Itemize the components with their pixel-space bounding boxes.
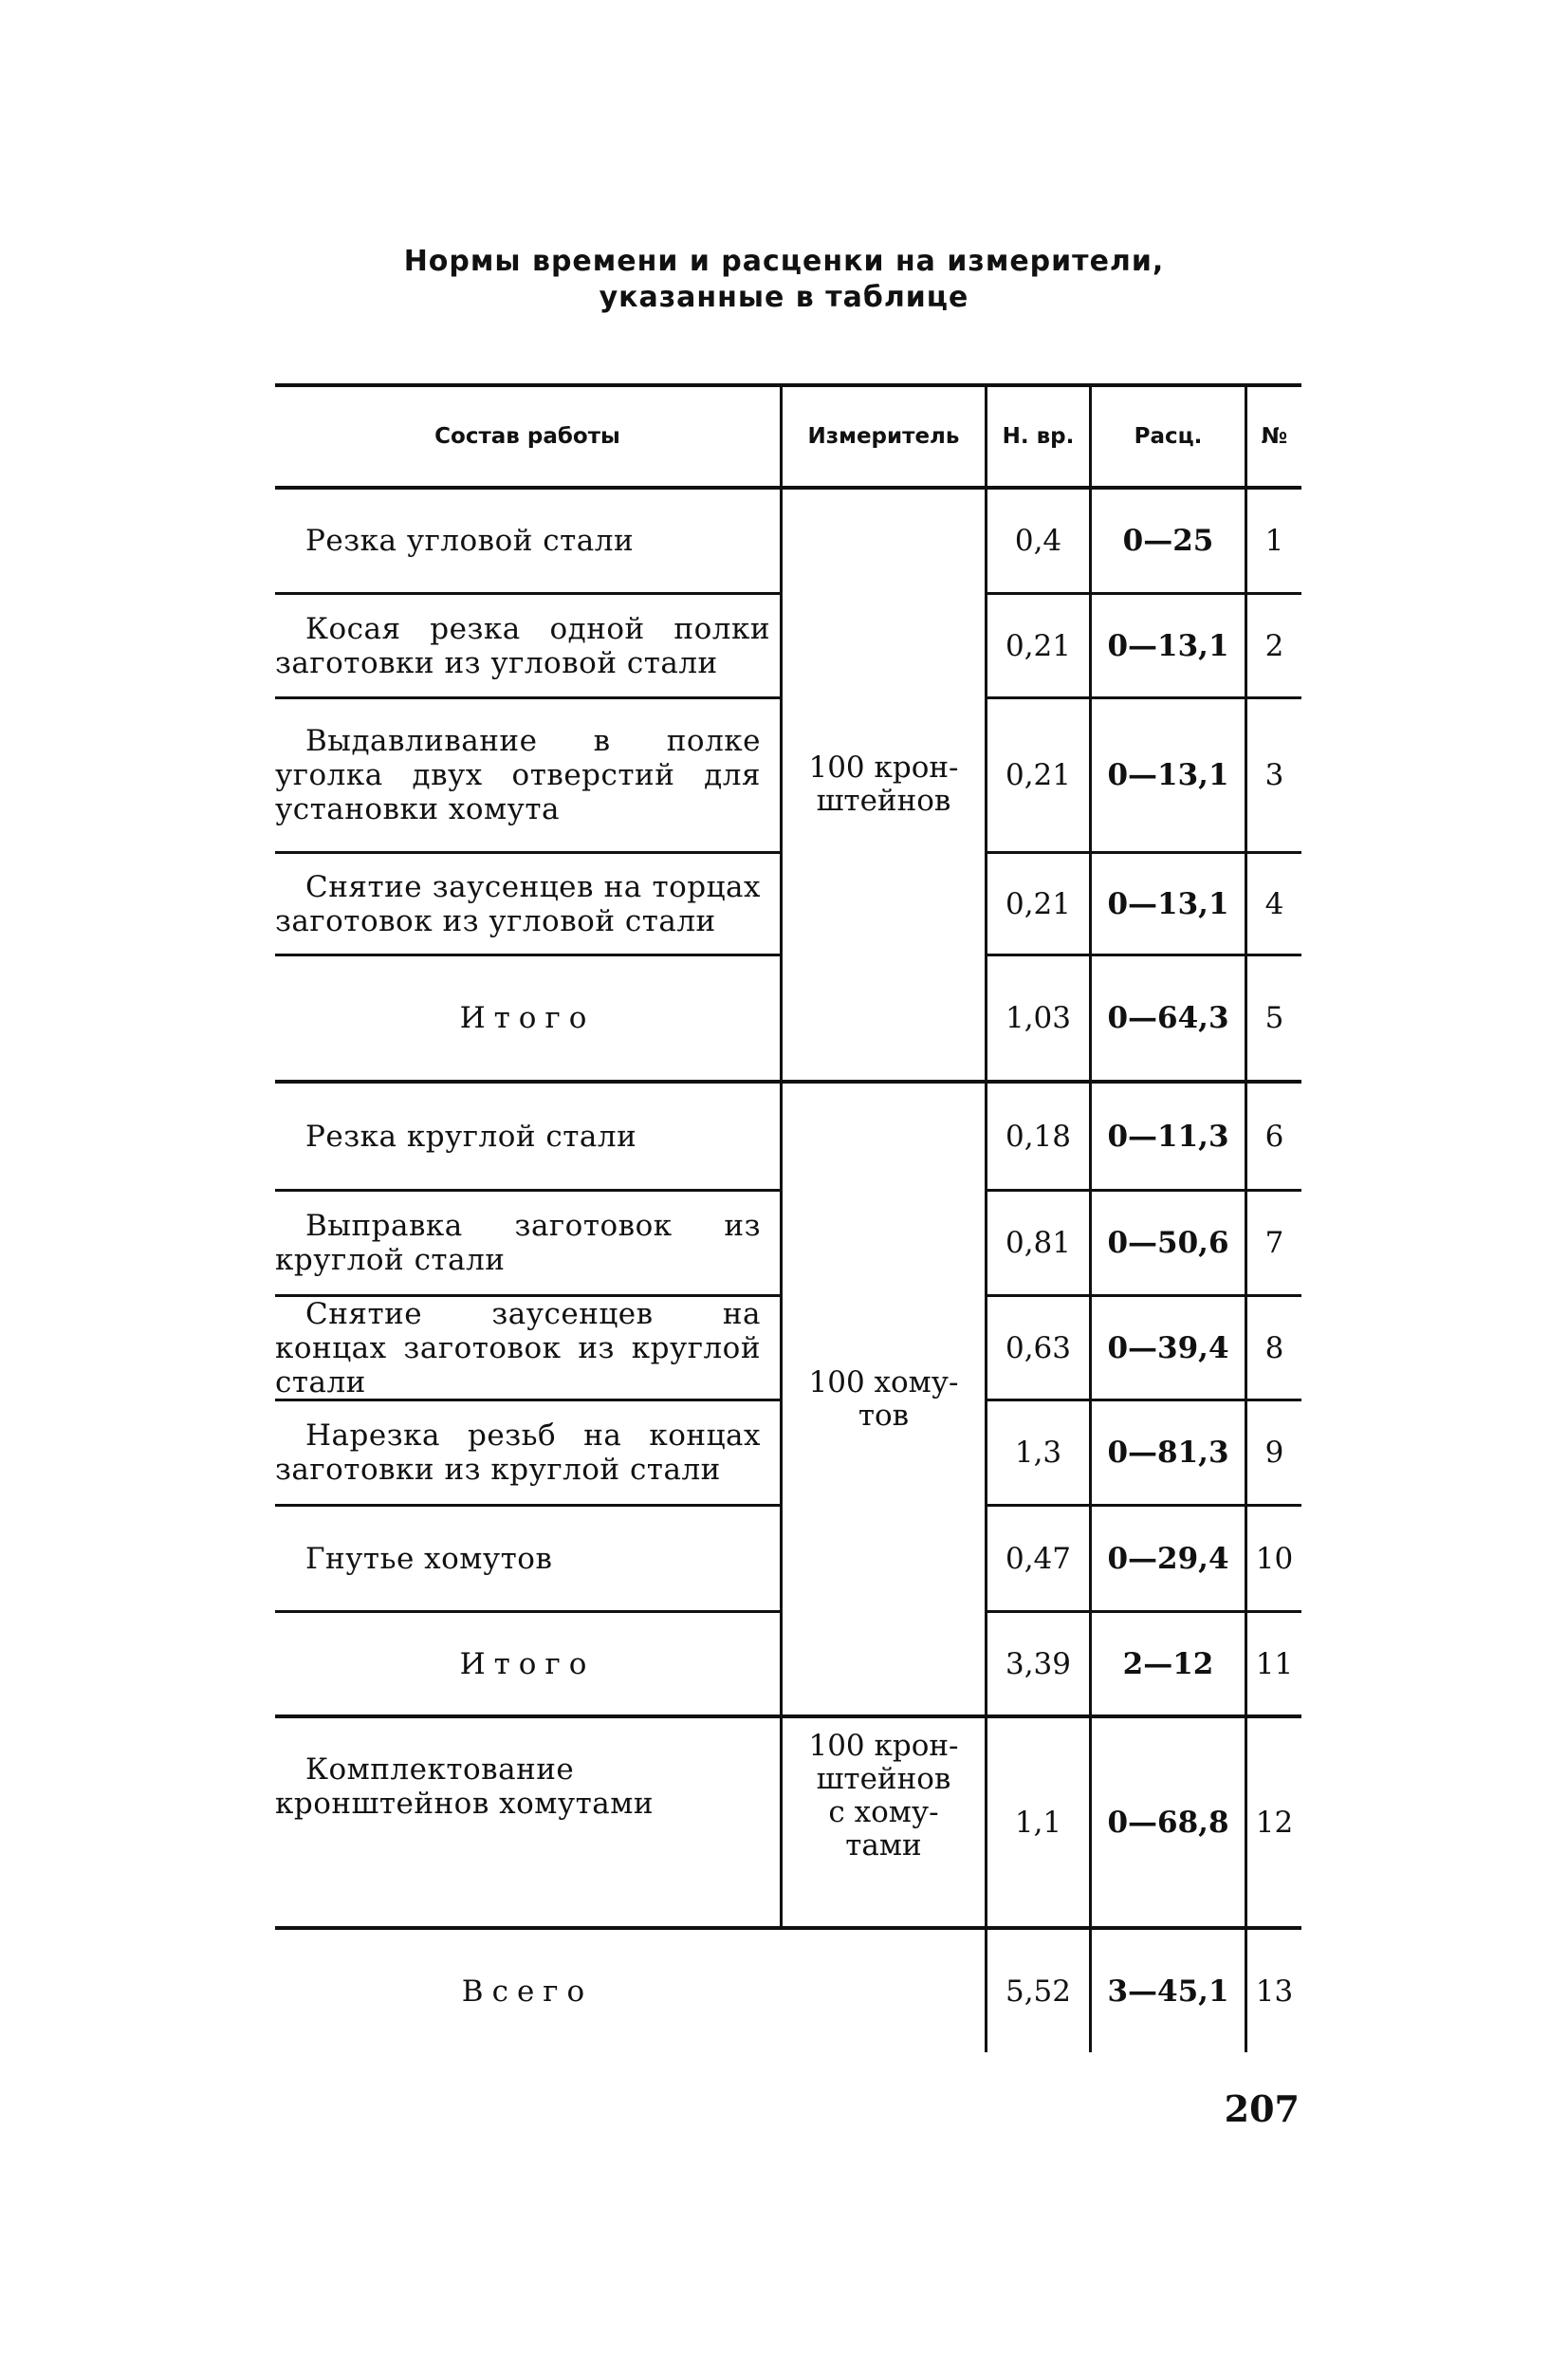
rate-cell: 0—29,4 bbox=[1107, 1541, 1229, 1576]
rate-cell: 3—45,1 bbox=[1107, 1974, 1229, 2009]
work-cell: Косая резка одной полки заготовки из угловой стали bbox=[275, 611, 770, 680]
number-cell: 12 bbox=[1255, 1805, 1294, 1840]
number-cell: 11 bbox=[1255, 1646, 1294, 1681]
time-cell: 0,21 bbox=[1005, 758, 1072, 792]
rate-cell: 0—68,8 bbox=[1107, 1805, 1229, 1840]
header-time: Н. вр. bbox=[1002, 424, 1075, 449]
number-cell: 8 bbox=[1264, 1330, 1284, 1365]
rate-cell: 0—25 bbox=[1122, 524, 1214, 558]
work-cell: Резка круглой стали bbox=[305, 1119, 637, 1154]
time-cell: 0,18 bbox=[1005, 1119, 1072, 1154]
number-cell: 2 bbox=[1264, 628, 1284, 663]
rate-cell: 0—64,3 bbox=[1107, 1001, 1229, 1035]
work-cell: Выправка заготовок из круглой стали bbox=[275, 1209, 761, 1277]
rate-cell: 0—13,1 bbox=[1107, 628, 1229, 663]
rate-cell: 0—13,1 bbox=[1107, 758, 1229, 792]
rate-cell: 0—39,4 bbox=[1107, 1330, 1229, 1365]
table-title-line-2: указанные в таблице bbox=[599, 281, 969, 314]
rate-cell: 0—50,6 bbox=[1107, 1226, 1229, 1260]
time-cell: 0,4 bbox=[1014, 524, 1062, 558]
header-work: Состав работы bbox=[434, 424, 620, 449]
work-cell: Резка угловой стали bbox=[305, 524, 635, 558]
number-cell: 13 bbox=[1255, 1974, 1294, 2009]
number-cell: 7 bbox=[1264, 1226, 1284, 1260]
time-cell: 3,39 bbox=[1005, 1646, 1072, 1681]
work-cell: Нарезка резьб на концах заготовки из круглой стали bbox=[275, 1418, 761, 1487]
time-cell: 5,52 bbox=[1005, 1974, 1072, 2009]
number-cell: 10 bbox=[1255, 1541, 1294, 1576]
number-cell: 1 bbox=[1264, 524, 1284, 558]
rate-cell: 2—12 bbox=[1122, 1646, 1214, 1681]
number-cell: 4 bbox=[1264, 886, 1284, 921]
header-no: № bbox=[1261, 424, 1288, 449]
table-title-line-1: Нормы времени и расценки на измерители, bbox=[403, 245, 1165, 278]
time-cell: 0,81 bbox=[1005, 1226, 1072, 1260]
measure-brackets-with-clamps: 100 крон- штейнов с хому- тами bbox=[808, 1729, 959, 1863]
measure-brackets: 100 крон- штейнов bbox=[808, 751, 959, 818]
work-cell: Снятие заусенцев на концах заготовок из круглой стали bbox=[275, 1296, 761, 1399]
header-measure: Измеритель bbox=[807, 424, 960, 449]
number-cell: 9 bbox=[1264, 1436, 1284, 1470]
header-rate: Расц. bbox=[1134, 424, 1203, 449]
work-cell: Выдавливание в полке уголка двух отверстий для установки хомута bbox=[275, 724, 761, 826]
work-cell: Комплектование кронштейнов хомутами bbox=[275, 1752, 655, 1821]
number-cell: 6 bbox=[1264, 1119, 1284, 1154]
time-cell: 0,21 bbox=[1005, 886, 1072, 921]
time-cell: 1,03 bbox=[1005, 1001, 1072, 1035]
number-cell: 5 bbox=[1264, 1001, 1284, 1035]
time-cell: 0,47 bbox=[1005, 1541, 1072, 1576]
subtotal-label: Итого bbox=[459, 1646, 596, 1681]
rate-cell: 0—81,3 bbox=[1107, 1436, 1229, 1470]
work-cell: Снятие заусенцев на торцах заготовок из угловой стали bbox=[275, 869, 761, 938]
page-number: 207 bbox=[1224, 2087, 1300, 2130]
number-cell: 3 bbox=[1264, 758, 1284, 792]
time-cell: 0,21 bbox=[1005, 628, 1072, 663]
grand-total-label: Всего bbox=[461, 1974, 594, 2009]
rate-cell: 0—13,1 bbox=[1107, 886, 1229, 921]
time-cell: 0,63 bbox=[1005, 1330, 1072, 1365]
time-cell: 1,1 bbox=[1014, 1805, 1062, 1840]
time-cell: 1,3 bbox=[1014, 1436, 1062, 1470]
subtotal-label: Итого bbox=[459, 1001, 596, 1035]
measure-clamps: 100 хому- тов bbox=[808, 1364, 959, 1433]
rate-cell: 0—11,3 bbox=[1107, 1119, 1229, 1154]
work-cell: Гнутье хомутов bbox=[305, 1541, 553, 1576]
